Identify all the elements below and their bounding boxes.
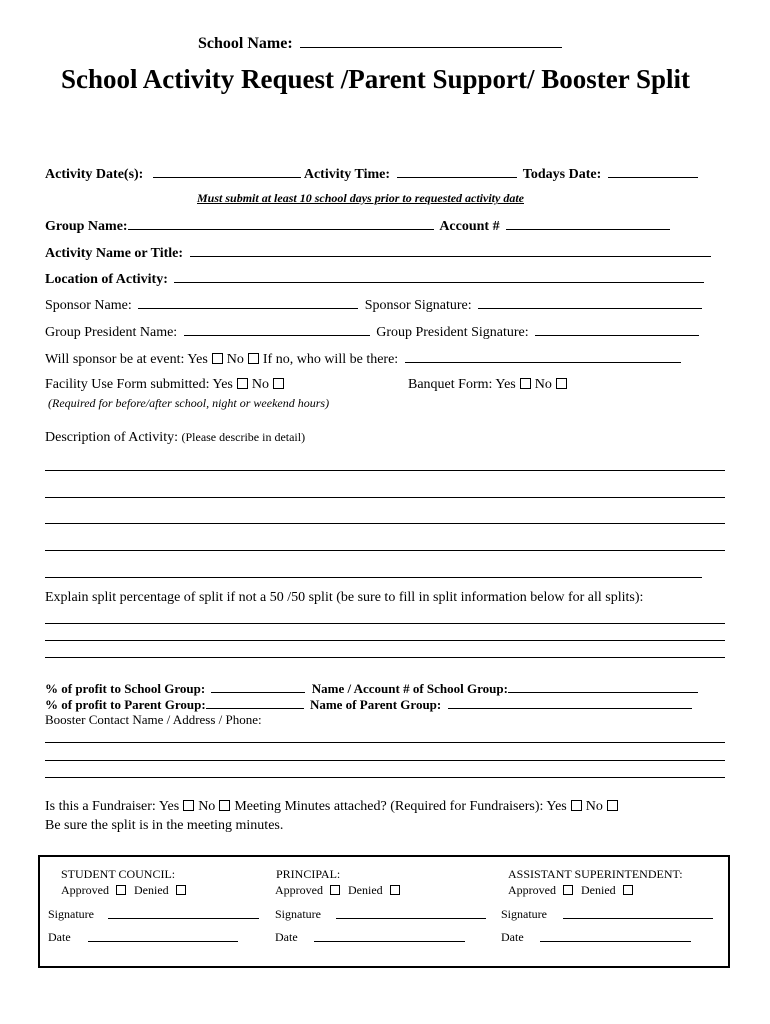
sponsor-at-event-label: Will sponsor be at event: xyxy=(45,352,185,367)
minutes-no-label: No xyxy=(585,799,603,814)
fundraiser-row xyxy=(45,799,622,815)
split-minutes-note: Be sure the split is in the meeting minutes. xyxy=(45,818,284,833)
assistant-superintendent-date-blank[interactable] xyxy=(540,941,691,942)
name-parent-blank[interactable] xyxy=(448,695,692,709)
school-name-label: School Name: xyxy=(198,35,293,52)
split-line-1[interactable] xyxy=(45,623,725,624)
student-council-approved-label: Approved xyxy=(61,883,109,897)
principal-approved-label: Approved xyxy=(275,883,323,897)
activity-date-row xyxy=(45,164,701,183)
name-account-school-label: Name / Account # of School Group: xyxy=(311,681,508,696)
banquet-no-label: No xyxy=(534,377,552,392)
assistant-superintendent-signature-label: Signature xyxy=(501,907,547,921)
account-blank[interactable] xyxy=(506,216,670,230)
page-title: School Activity Request /Parent Support/ Booster Split xyxy=(61,64,691,94)
fundraiser-label: Is this a Fundraiser: xyxy=(45,799,156,814)
school-name-blank[interactable] xyxy=(300,34,562,48)
location-label: Location of Activity: xyxy=(45,272,168,287)
principal-date-label: Date xyxy=(275,930,298,944)
description-line-1[interactable] xyxy=(45,470,725,471)
facility-yes-label: Yes xyxy=(212,377,233,392)
sponsor-row xyxy=(45,295,705,314)
booster-line-3[interactable] xyxy=(45,777,725,778)
fundraiser-no-checkbox[interactable] xyxy=(219,800,230,811)
if-no-label: If no, who will be there: xyxy=(262,352,399,367)
assistant-superintendent-approved-checkbox[interactable] xyxy=(563,885,573,895)
facility-no-checkbox[interactable] xyxy=(273,378,284,389)
sponsor-at-event-no-label: No xyxy=(226,352,244,367)
facility-no-label: No xyxy=(251,377,269,392)
student-council-date-blank[interactable] xyxy=(88,941,238,942)
minutes-yes-checkbox[interactable] xyxy=(571,800,582,811)
group-president-name-blank[interactable] xyxy=(184,322,370,336)
sponsor-signature-blank[interactable] xyxy=(478,295,702,309)
student-council-approved-checkbox[interactable] xyxy=(116,885,126,895)
split-line-2[interactable] xyxy=(45,640,725,641)
location-row xyxy=(45,269,707,288)
assistant-superintendent-date-label: Date xyxy=(501,930,524,944)
group-president-name-label: Group President Name: xyxy=(45,325,178,340)
name-parent-label: Name of Parent Group: xyxy=(309,697,442,712)
split-label: Explain split percentage of split if not a 50 /50 split (be sure to fill in split information below for all splits): xyxy=(45,590,644,605)
activity-time-blank[interactable] xyxy=(397,164,517,178)
student-council-decision xyxy=(61,883,190,898)
student-council-title: STUDENT COUNCIL: xyxy=(61,867,176,881)
principal-date-blank[interactable] xyxy=(314,941,465,942)
activity-name-label: Activity Name or Title: xyxy=(45,246,184,261)
fundraiser-yes-checkbox[interactable] xyxy=(183,800,194,811)
profit-school-label: % of profit to School Group: xyxy=(45,681,206,696)
facility-form-row xyxy=(45,377,288,393)
principal-title: PRINCIPAL: xyxy=(276,867,341,881)
group-president-row xyxy=(45,322,702,341)
principal-signature-label: Signature xyxy=(275,907,321,921)
sponsor-at-event-row xyxy=(45,349,684,368)
split-line-3[interactable] xyxy=(45,657,725,658)
minutes-no-checkbox[interactable] xyxy=(607,800,618,811)
assistant-superintendent-approved-label: Approved xyxy=(508,883,556,897)
description-line-4[interactable] xyxy=(45,550,725,551)
banquet-form-row xyxy=(408,377,571,393)
booster-line-2[interactable] xyxy=(45,760,725,761)
group-name-blank[interactable] xyxy=(128,216,434,230)
sponsor-name-blank[interactable] xyxy=(138,295,358,309)
name-account-school-blank[interactable] xyxy=(508,679,698,693)
student-council-date-label: Date xyxy=(48,930,71,944)
assistant-superintendent-denied-label: Denied xyxy=(581,883,616,897)
profit-parent-blank[interactable] xyxy=(206,695,304,709)
todays-date-label: Todays Date: xyxy=(522,167,602,182)
minutes-label: Meeting Minutes attached? (Required for Fundraisers): xyxy=(234,799,544,814)
sponsor-at-event-yes-label: Yes xyxy=(187,352,208,367)
principal-decision xyxy=(275,883,404,898)
description-line-3[interactable] xyxy=(45,523,725,524)
fundraiser-no-label: No xyxy=(198,799,216,814)
activity-time-label: Activity Time: xyxy=(303,167,391,182)
facility-yes-checkbox[interactable] xyxy=(237,378,248,389)
sponsor-name-label: Sponsor Name: xyxy=(45,298,132,313)
banquet-form-label: Banquet Form: xyxy=(408,377,493,392)
student-council-signature-blank[interactable] xyxy=(108,918,259,919)
assistant-superintendent-title: ASSISTANT SUPERINTENDENT: xyxy=(508,867,683,881)
group-president-signature-blank[interactable] xyxy=(535,322,699,336)
activity-dates-blank[interactable] xyxy=(153,164,301,178)
description-line-5[interactable] xyxy=(45,577,702,578)
description-label: Description of Activity: xyxy=(45,430,178,445)
profit-parent-label: % of profit to Parent Group: xyxy=(45,697,206,712)
description-heading xyxy=(45,430,305,446)
principal-denied-checkbox[interactable] xyxy=(390,885,400,895)
sponsor-at-event-yes-checkbox[interactable] xyxy=(212,353,223,364)
sponsor-at-event-no-checkbox[interactable] xyxy=(248,353,259,364)
group-name-row xyxy=(45,216,673,235)
if-no-blank[interactable] xyxy=(405,349,681,363)
assistant-superintendent-denied-checkbox[interactable] xyxy=(623,885,633,895)
booster-line-1[interactable] xyxy=(45,742,725,743)
principal-approved-checkbox[interactable] xyxy=(330,885,340,895)
activity-name-row xyxy=(45,243,714,262)
assistant-superintendent-decision xyxy=(508,883,637,898)
principal-denied-label: Denied xyxy=(348,883,383,897)
todays-date-blank[interactable] xyxy=(608,164,698,178)
assistant-superintendent-signature-blank[interactable] xyxy=(563,918,713,919)
banquet-yes-label: Yes xyxy=(495,377,516,392)
school-name-field[interactable] xyxy=(198,34,565,53)
facility-form-label: Facility Use Form submitted: xyxy=(45,377,210,392)
facility-note: (Required for before/after school, night or weekend hours) xyxy=(48,396,330,410)
activity-dates-label: Activity Date(s): xyxy=(45,167,144,182)
group-name-label: Group Name: xyxy=(45,219,128,234)
description-hint: (Please describe in detail) xyxy=(181,430,306,444)
account-label: Account # xyxy=(439,219,500,234)
description-line-2[interactable] xyxy=(45,497,725,498)
banquet-no-checkbox[interactable] xyxy=(556,378,567,389)
fundraiser-yes-label: Yes xyxy=(158,799,180,814)
principal-signature-blank[interactable] xyxy=(336,918,486,919)
student-council-denied-label: Denied xyxy=(134,883,169,897)
profit-parent-row xyxy=(45,695,695,713)
location-blank[interactable] xyxy=(174,269,704,283)
sponsor-signature-label: Sponsor Signature: xyxy=(364,298,472,313)
submission-notice: Must submit at least 10 school days prior to requested activity date xyxy=(197,191,524,205)
student-council-signature-label: Signature xyxy=(48,907,94,921)
student-council-denied-checkbox[interactable] xyxy=(176,885,186,895)
group-president-signature-label: Group President Signature: xyxy=(376,325,529,340)
banquet-yes-checkbox[interactable] xyxy=(520,378,531,389)
profit-school-blank[interactable] xyxy=(211,679,305,693)
activity-name-blank[interactable] xyxy=(190,243,711,257)
booster-contact-label: Booster Contact Name / Address / Phone: xyxy=(45,712,262,727)
minutes-yes-label: Yes xyxy=(546,799,567,814)
